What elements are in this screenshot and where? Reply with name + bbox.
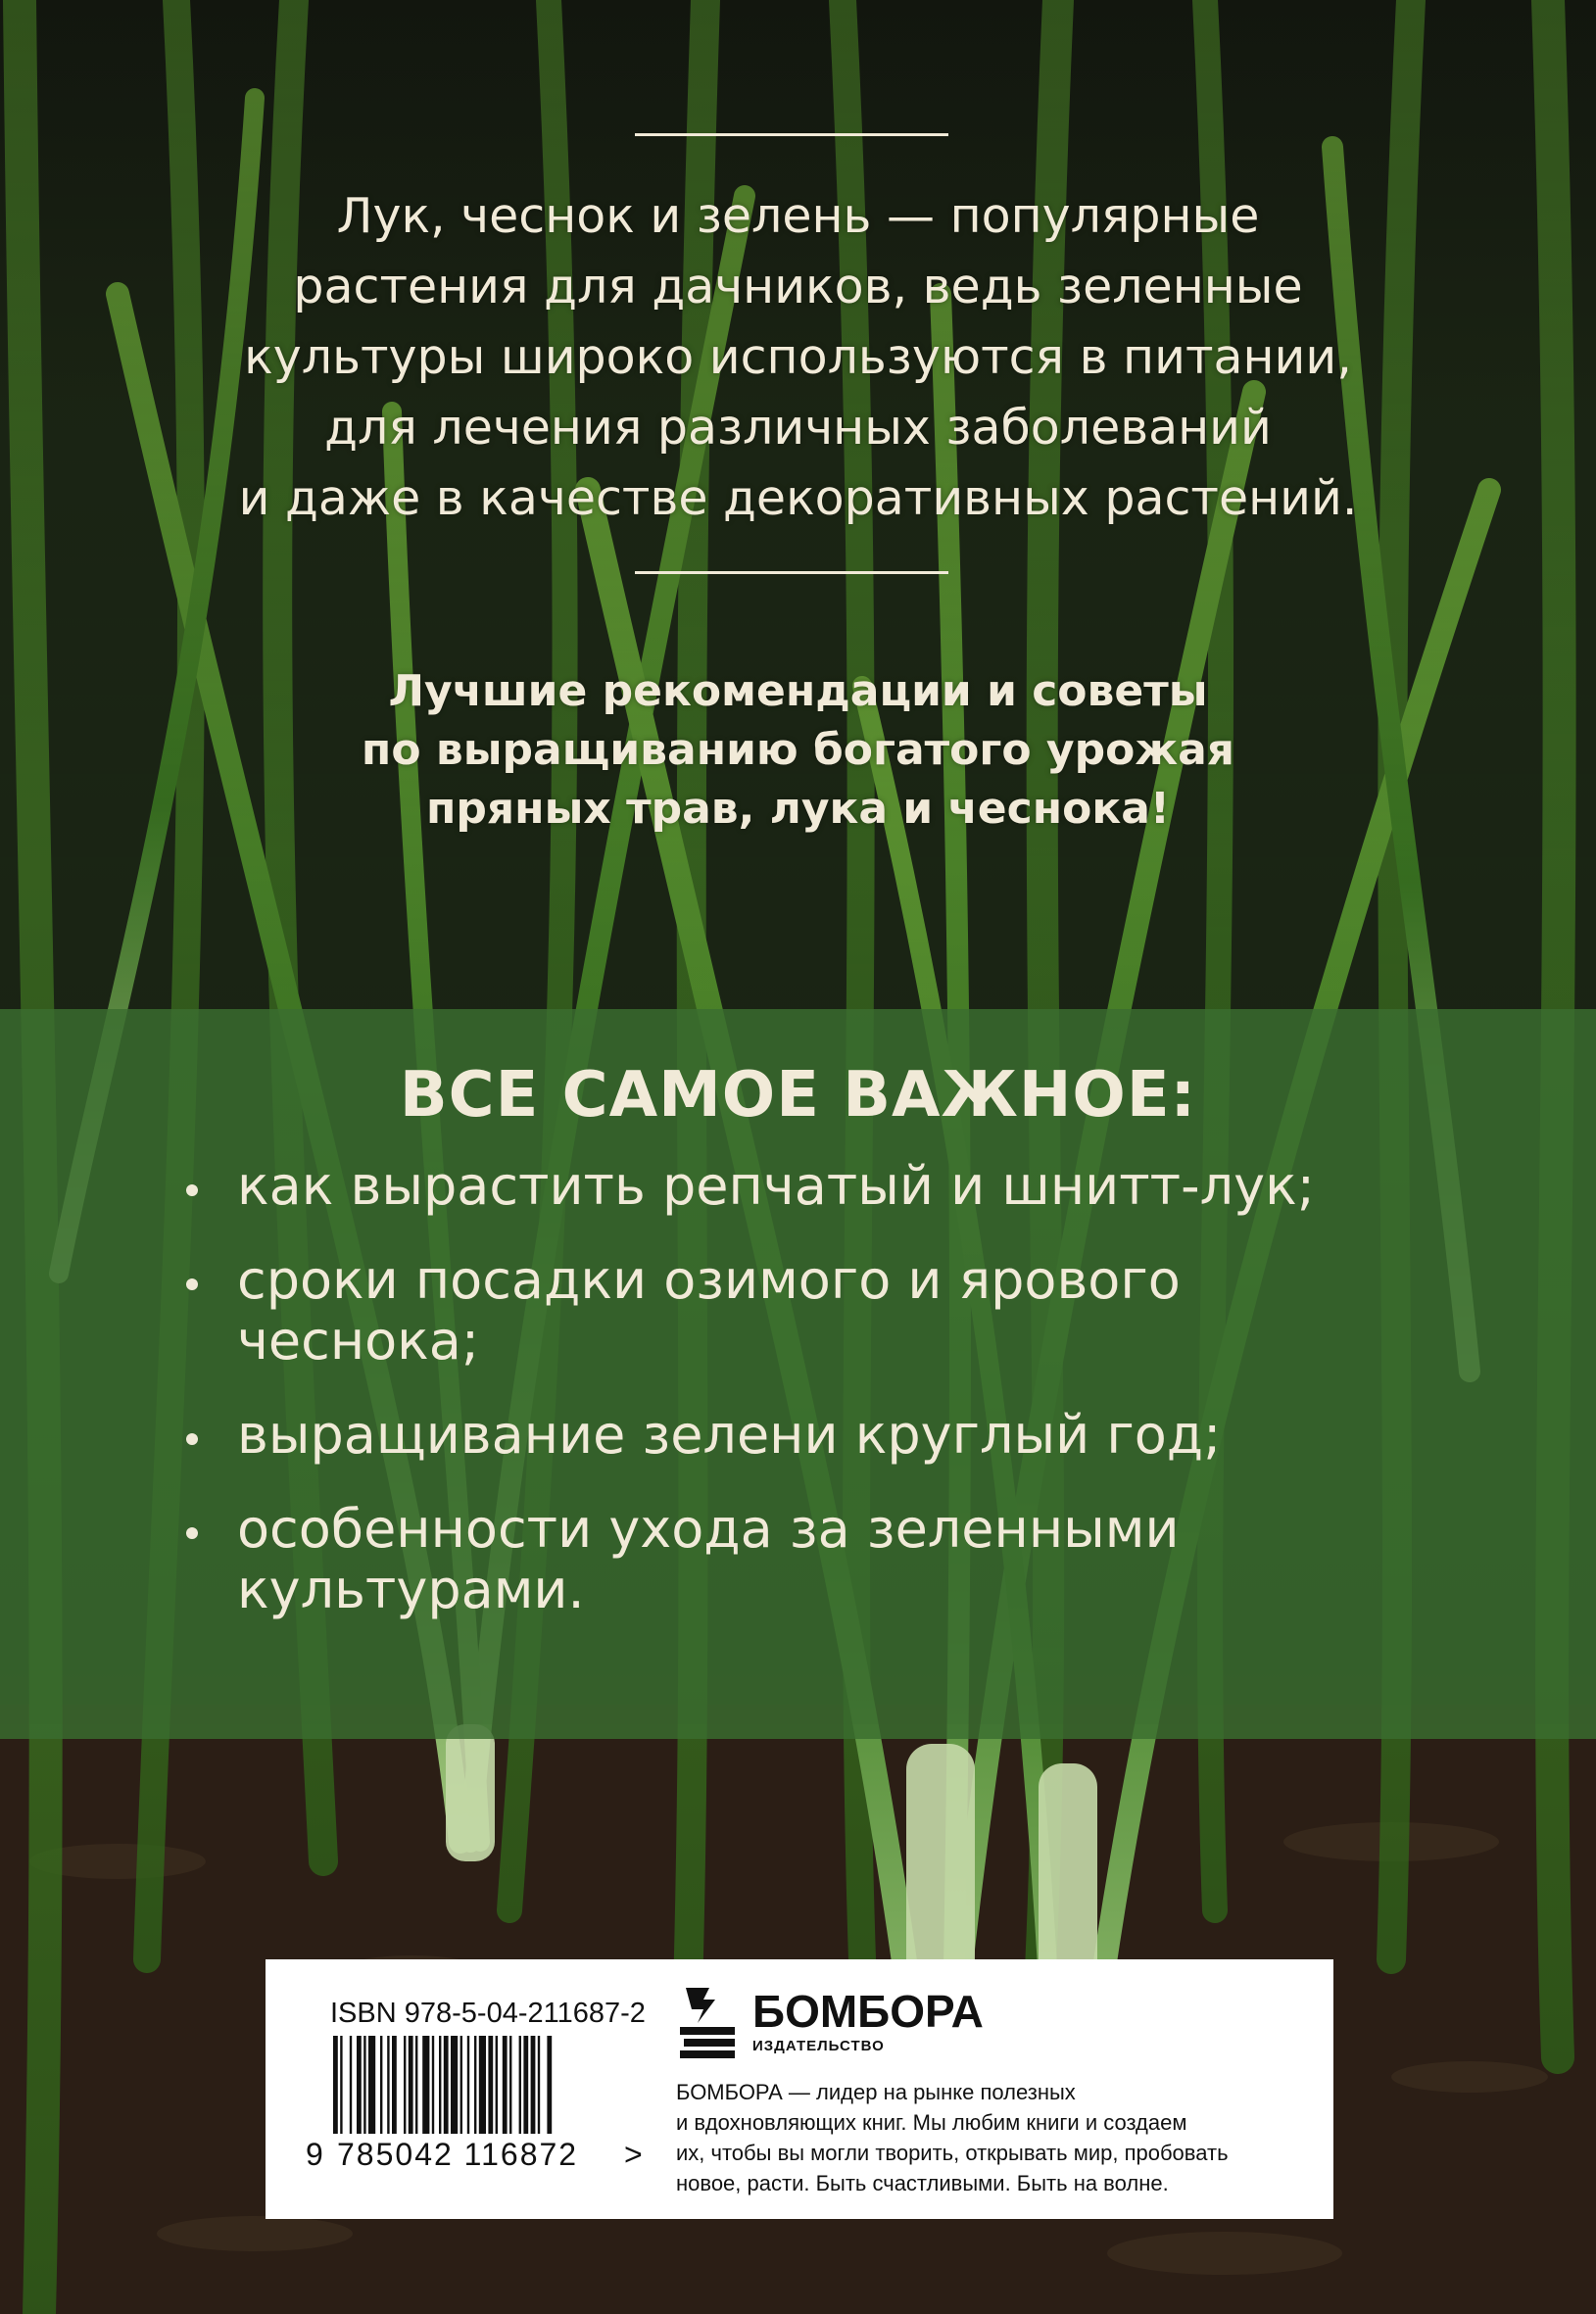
tagline: Лучшие рекомендации и советы по выращиванию богатого урожая пряных трав, лука и чеснока! [361,666,1235,834]
bullet-icon [186,1527,198,1539]
bullet-icon [186,1433,198,1445]
barcode-lead-digit: 9 [306,2137,325,2172]
barcode-number: 785042 116872 [337,2137,579,2172]
list-item-text: как вырастить репчатый и шнитт-лук; [237,1155,1315,1217]
highlights-title: ВСЕ САМОЕ ВАЖНОЕ: [399,1059,1197,1132]
barcode-icon [333,2036,623,2134]
list-item [186,1250,1499,1372]
list-item [186,1405,1499,1466]
list-item-text: особенности ухода за зеленными культурами. [237,1498,1180,1620]
middle-divider [635,571,948,574]
highlights-list [186,1156,1499,1654]
list-item-text: выращивание зелени круглый год; [237,1404,1222,1466]
list-item [186,1499,1499,1620]
publisher-subtitle: ИЗДАТЕЛЬСТВО [752,2038,885,2054]
isbn-number: ISBN 978-5-04-211687-2 [330,1998,646,2029]
publisher-logo-icon [676,1984,745,2060]
list-item [186,1156,1499,1217]
intro-paragraph: Лук, чеснок и зелень — популярные растения для дачников, ведь зеленные культуры широко используются в питании, для лечения различных заболеваний и даже в качестве декоративных растений. [238,188,1358,526]
top-divider [635,133,948,136]
publisher-description: БОМБОРА — лидер на рынке полезных и вдохновляющих книг. Мы любим книги и создаем их, чтобы вы могли творить, открывать мир, пробовать новое, расти. Быть счастливыми. Быть на волне. [676,2080,1229,2195]
list-item-text: сроки посадки озимого и ярового чеснока; [237,1249,1181,1372]
publisher-name: БОМБОРА [752,1986,984,2037]
bullet-icon [186,1184,198,1196]
bullet-icon [186,1278,198,1290]
barcode-arrow: > [624,2137,643,2172]
